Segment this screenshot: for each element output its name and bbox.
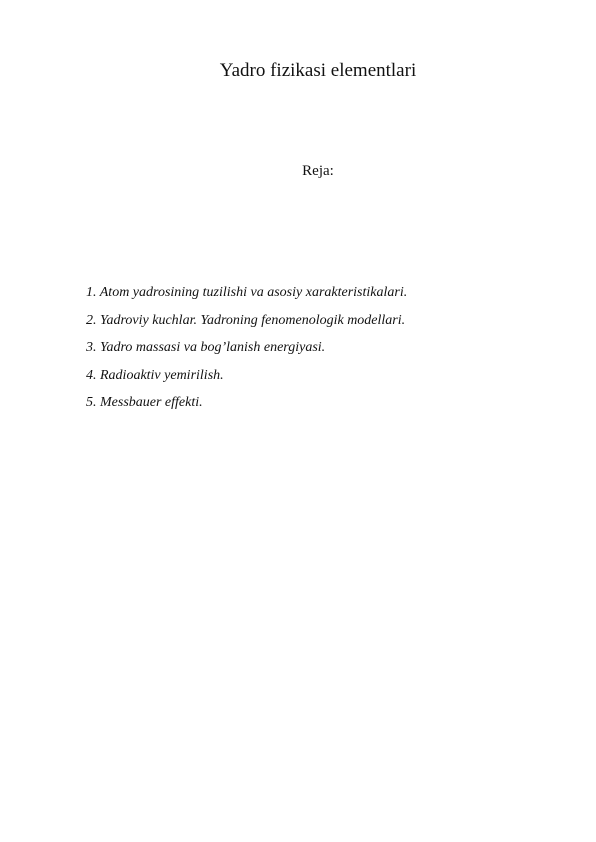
plan-item: 1. Atom yadrosining tuzilishi va asosiy xarakteristikalari. [86,285,408,300]
plan-item: 2. Yadroviy kuchlar. Yadroning fenomenologik modellari. [86,312,406,328]
plan-item: 4. Radioaktiv yemirilish. [86,367,224,383]
plan-item: 3. Yadro massasi va bog’lanish energiyasi. [86,340,326,355]
plan-item: 5. Messbauer effekti. [86,395,203,410]
plan-heading: Reja: [302,163,334,179]
document-title: Yadro fizikasi elementlari [219,60,417,81]
plan-list [86,282,407,420]
